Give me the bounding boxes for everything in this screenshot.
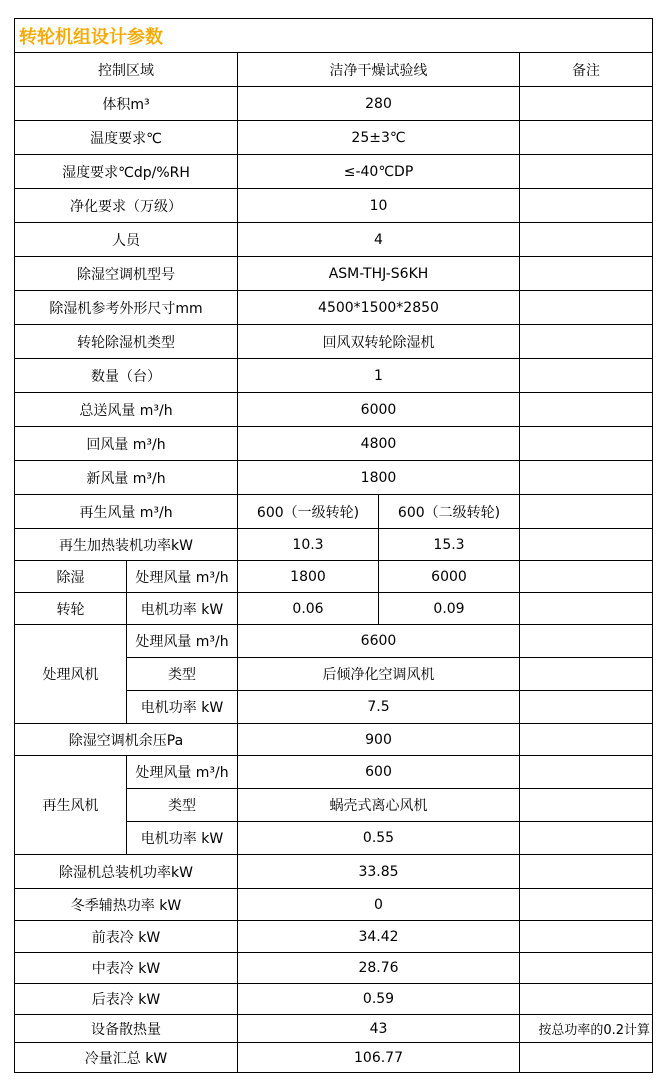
row-value: 0 [238, 889, 520, 921]
row-label: 体积m³ [15, 87, 238, 121]
row-value: 6600 [238, 625, 520, 658]
table-row [15, 953, 653, 984]
row-note [520, 155, 653, 189]
table-row [15, 855, 653, 889]
row-note [520, 87, 653, 121]
row-note [520, 889, 653, 921]
row-value: 1 [238, 359, 520, 393]
table-row [15, 393, 653, 427]
row-value: 1800 [238, 461, 520, 495]
row-note [520, 495, 653, 529]
row-value: 106.77 [238, 1043, 520, 1073]
row-value: 4800 [238, 427, 520, 461]
table-row [15, 291, 653, 325]
table-row [15, 561, 653, 593]
row-value: 4 [238, 223, 520, 257]
header-row [15, 53, 653, 87]
row-label: 数量（台） [15, 359, 238, 393]
row-label: 类型 [127, 658, 238, 691]
row-label: 湿度要求℃dp/%RH [15, 155, 238, 189]
table-row [15, 1043, 653, 1073]
title-row [15, 19, 653, 53]
row-label: 处理风量 m³/h [127, 561, 238, 593]
row-note [520, 291, 653, 325]
group-label: 转轮 [15, 593, 127, 625]
row-value: 600（一级转轮) [238, 495, 379, 529]
table-row [15, 461, 653, 495]
row-note [520, 984, 653, 1015]
row-value: 0.55 [238, 822, 520, 855]
table-row [15, 325, 653, 359]
table-row [15, 1015, 653, 1043]
row-value: 10.3 [238, 529, 379, 561]
row-note [520, 724, 653, 756]
row-note [520, 855, 653, 889]
row-note [520, 756, 653, 789]
table-row [15, 427, 653, 461]
table-row [15, 529, 653, 561]
row-label: 除湿机参考外形尺寸mm [15, 291, 238, 325]
row-label: 除湿空调机型号 [15, 257, 238, 291]
table-row [15, 121, 653, 155]
row-label: 类型 [127, 789, 238, 822]
row-label: 处理风量 m³/h [127, 756, 238, 789]
row-label: 前表冷 kW [15, 921, 238, 953]
row-label: 总送风量 m³/h [15, 393, 238, 427]
table-row [15, 189, 653, 223]
row-value: 28.76 [238, 953, 520, 984]
row-label: 设备散热量 [15, 1015, 238, 1043]
parameter-table [14, 18, 653, 1073]
row-label: 冬季辅热功率 kW [15, 889, 238, 921]
table-row [15, 87, 653, 121]
table-row [15, 359, 653, 393]
row-label: 再生加热装机功率kW [15, 529, 238, 561]
row-label: 净化要求（万级） [15, 189, 238, 223]
row-note [520, 625, 653, 658]
row-note [520, 189, 653, 223]
row-label: 除湿机总装机功率kW [15, 855, 238, 889]
row-note [520, 921, 653, 953]
header-cell: 控制区域 [15, 53, 238, 87]
row-value: 7.5 [238, 691, 520, 724]
row-value: 34.42 [238, 921, 520, 953]
row-note [520, 257, 653, 291]
row-value: 0.09 [379, 593, 520, 625]
row-value: 蜗壳式离心风机 [238, 789, 520, 822]
table-row [15, 984, 653, 1015]
table-title: 转轮机组设计参数 [15, 19, 653, 53]
row-note: 按总功率的0.2计算 [520, 1015, 653, 1043]
row-value: 4500*1500*2850 [238, 291, 520, 325]
row-note [520, 121, 653, 155]
row-value: ASM-THJ-S6KH [238, 257, 520, 291]
row-note [520, 691, 653, 724]
row-label: 中表冷 kW [15, 953, 238, 984]
row-label: 电机功率 kW [127, 691, 238, 724]
row-value: 600（二级转轮) [379, 495, 520, 529]
row-value: 6000 [238, 393, 520, 427]
row-note [520, 789, 653, 822]
row-note [520, 325, 653, 359]
row-value: 0.59 [238, 984, 520, 1015]
row-value: 600 [238, 756, 520, 789]
row-label: 温度要求℃ [15, 121, 238, 155]
row-note [520, 393, 653, 427]
table-row [15, 756, 653, 789]
group-label: 再生风机 [15, 756, 127, 855]
table-row [15, 257, 653, 291]
row-value: 15.3 [379, 529, 520, 561]
row-label: 除湿空调机余压Pa [15, 724, 238, 756]
table-row [15, 223, 653, 257]
row-value: 回风双转轮除湿机 [238, 325, 520, 359]
row-value: 10 [238, 189, 520, 223]
row-value: 43 [238, 1015, 520, 1043]
row-value: 280 [238, 87, 520, 121]
row-value: 6000 [379, 561, 520, 593]
row-label: 人员 [15, 223, 238, 257]
table-row [15, 155, 653, 189]
table-row [15, 889, 653, 921]
group-label: 处理风机 [15, 625, 127, 724]
row-value: 33.85 [238, 855, 520, 889]
row-note [520, 953, 653, 984]
row-note [520, 223, 653, 257]
row-label: 新风量 m³/h [15, 461, 238, 495]
row-value: 25±3℃ [238, 121, 520, 155]
row-note [520, 561, 653, 593]
group-label: 除湿 [15, 561, 127, 593]
row-label: 电机功率 kW [127, 822, 238, 855]
row-label: 回风量 m³/h [15, 427, 238, 461]
table-row [15, 593, 653, 625]
table-row [15, 495, 653, 529]
row-note [520, 427, 653, 461]
header-cell: 备注 [520, 53, 653, 87]
row-note [520, 593, 653, 625]
row-note [520, 529, 653, 561]
row-note [520, 461, 653, 495]
row-label: 电机功率 kW [127, 593, 238, 625]
row-label: 转轮除湿机类型 [15, 325, 238, 359]
table-row [15, 724, 653, 756]
row-value: 后倾净化空调风机 [238, 658, 520, 691]
row-note [520, 1043, 653, 1073]
table-row [15, 625, 653, 658]
row-note [520, 359, 653, 393]
row-value: 1800 [238, 561, 379, 593]
row-label: 再生风量 m³/h [15, 495, 238, 529]
row-label: 处理风量 m³/h [127, 625, 238, 658]
header-cell: 洁净干燥试验线 [238, 53, 520, 87]
row-label: 冷量汇总 kW [15, 1043, 238, 1073]
row-note [520, 658, 653, 691]
table-row [15, 921, 653, 953]
row-value: ≤-40℃DP [238, 155, 520, 189]
row-note [520, 822, 653, 855]
row-value: 0.06 [238, 593, 379, 625]
row-label: 后表冷 kW [15, 984, 238, 1015]
row-value: 900 [238, 724, 520, 756]
